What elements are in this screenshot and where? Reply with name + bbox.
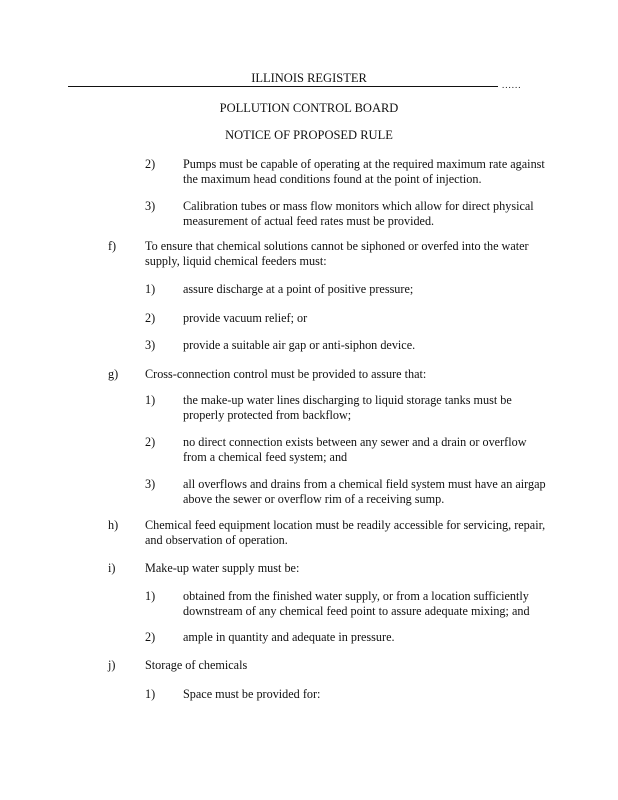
- item-line: Cross-connection control must be provided to assure that:: [145, 367, 427, 381]
- header-dots: ......: [502, 80, 522, 90]
- item-line: provide vacuum relief; or: [183, 311, 308, 325]
- item-line: supply, liquid chemical feeders must:: [145, 254, 327, 268]
- item-line: measurement of actual feed rates must be provided.: [183, 214, 435, 228]
- item-label: g): [108, 367, 119, 381]
- item-label: 2): [145, 157, 156, 171]
- item-line: assure discharge at a point of positive pressure;: [183, 282, 414, 296]
- board-name: POLLUTION CONTROL BOARD: [219, 101, 399, 115]
- item-label: i): [108, 561, 116, 575]
- item-label: f): [108, 239, 117, 253]
- notice-title: NOTICE OF PROPOSED RULE: [225, 128, 393, 142]
- item-line: Pumps must be capable of operating at the required maximum rate against: [183, 157, 545, 171]
- item-label: 2): [145, 311, 156, 325]
- item-line: Chemical feed equipment location must be readily accessible for servicing, repair,: [145, 518, 546, 532]
- item-label: 1): [145, 589, 156, 603]
- item-line: above the sewer or overflow rim of a receiving sump.: [183, 492, 445, 506]
- register-title: ILLINOIS REGISTER: [251, 71, 367, 85]
- item-label: j): [108, 658, 116, 672]
- item-label: 1): [145, 687, 156, 701]
- item-line: Storage of chemicals: [145, 658, 248, 672]
- item-label: 2): [145, 630, 156, 644]
- item-label: 3): [145, 338, 156, 352]
- item-line: provide a suitable air gap or anti-siphon device.: [183, 338, 416, 352]
- item-line: the make-up water lines discharging to liquid storage tanks must be: [183, 393, 512, 407]
- item-line: properly protected from backflow;: [183, 408, 352, 422]
- item-label: 3): [145, 199, 156, 213]
- header-rule: [68, 86, 498, 87]
- item-label: 1): [145, 393, 156, 407]
- item-line: ample in quantity and adequate in pressure.: [183, 630, 395, 644]
- item-line: To ensure that chemical solutions cannot be siphoned or overfed into the water: [145, 239, 529, 253]
- item-line: no direct connection exists between any sewer and a drain or overflow: [183, 435, 527, 449]
- item-label: 2): [145, 435, 156, 449]
- item-label: h): [108, 518, 119, 532]
- item-label: 3): [145, 477, 156, 491]
- item-line: Make-up water supply must be:: [145, 561, 300, 575]
- item-line: from a chemical feed system; and: [183, 450, 348, 464]
- item-line: obtained from the finished water supply, or from a location sufficiently: [183, 589, 529, 603]
- item-line: the maximum head conditions found at the point of injection.: [183, 172, 482, 186]
- item-label: 1): [145, 282, 156, 296]
- item-line: Space must be provided for:: [183, 687, 321, 701]
- item-line: all overflows and drains from a chemical field system must have an airgap: [183, 477, 546, 491]
- item-line: Calibration tubes or mass flow monitors which allow for direct physical: [183, 199, 534, 213]
- item-line: and observation of operation.: [145, 533, 288, 547]
- item-line: downstream of any chemical feed point to assure adequate mixing; and: [183, 604, 530, 618]
